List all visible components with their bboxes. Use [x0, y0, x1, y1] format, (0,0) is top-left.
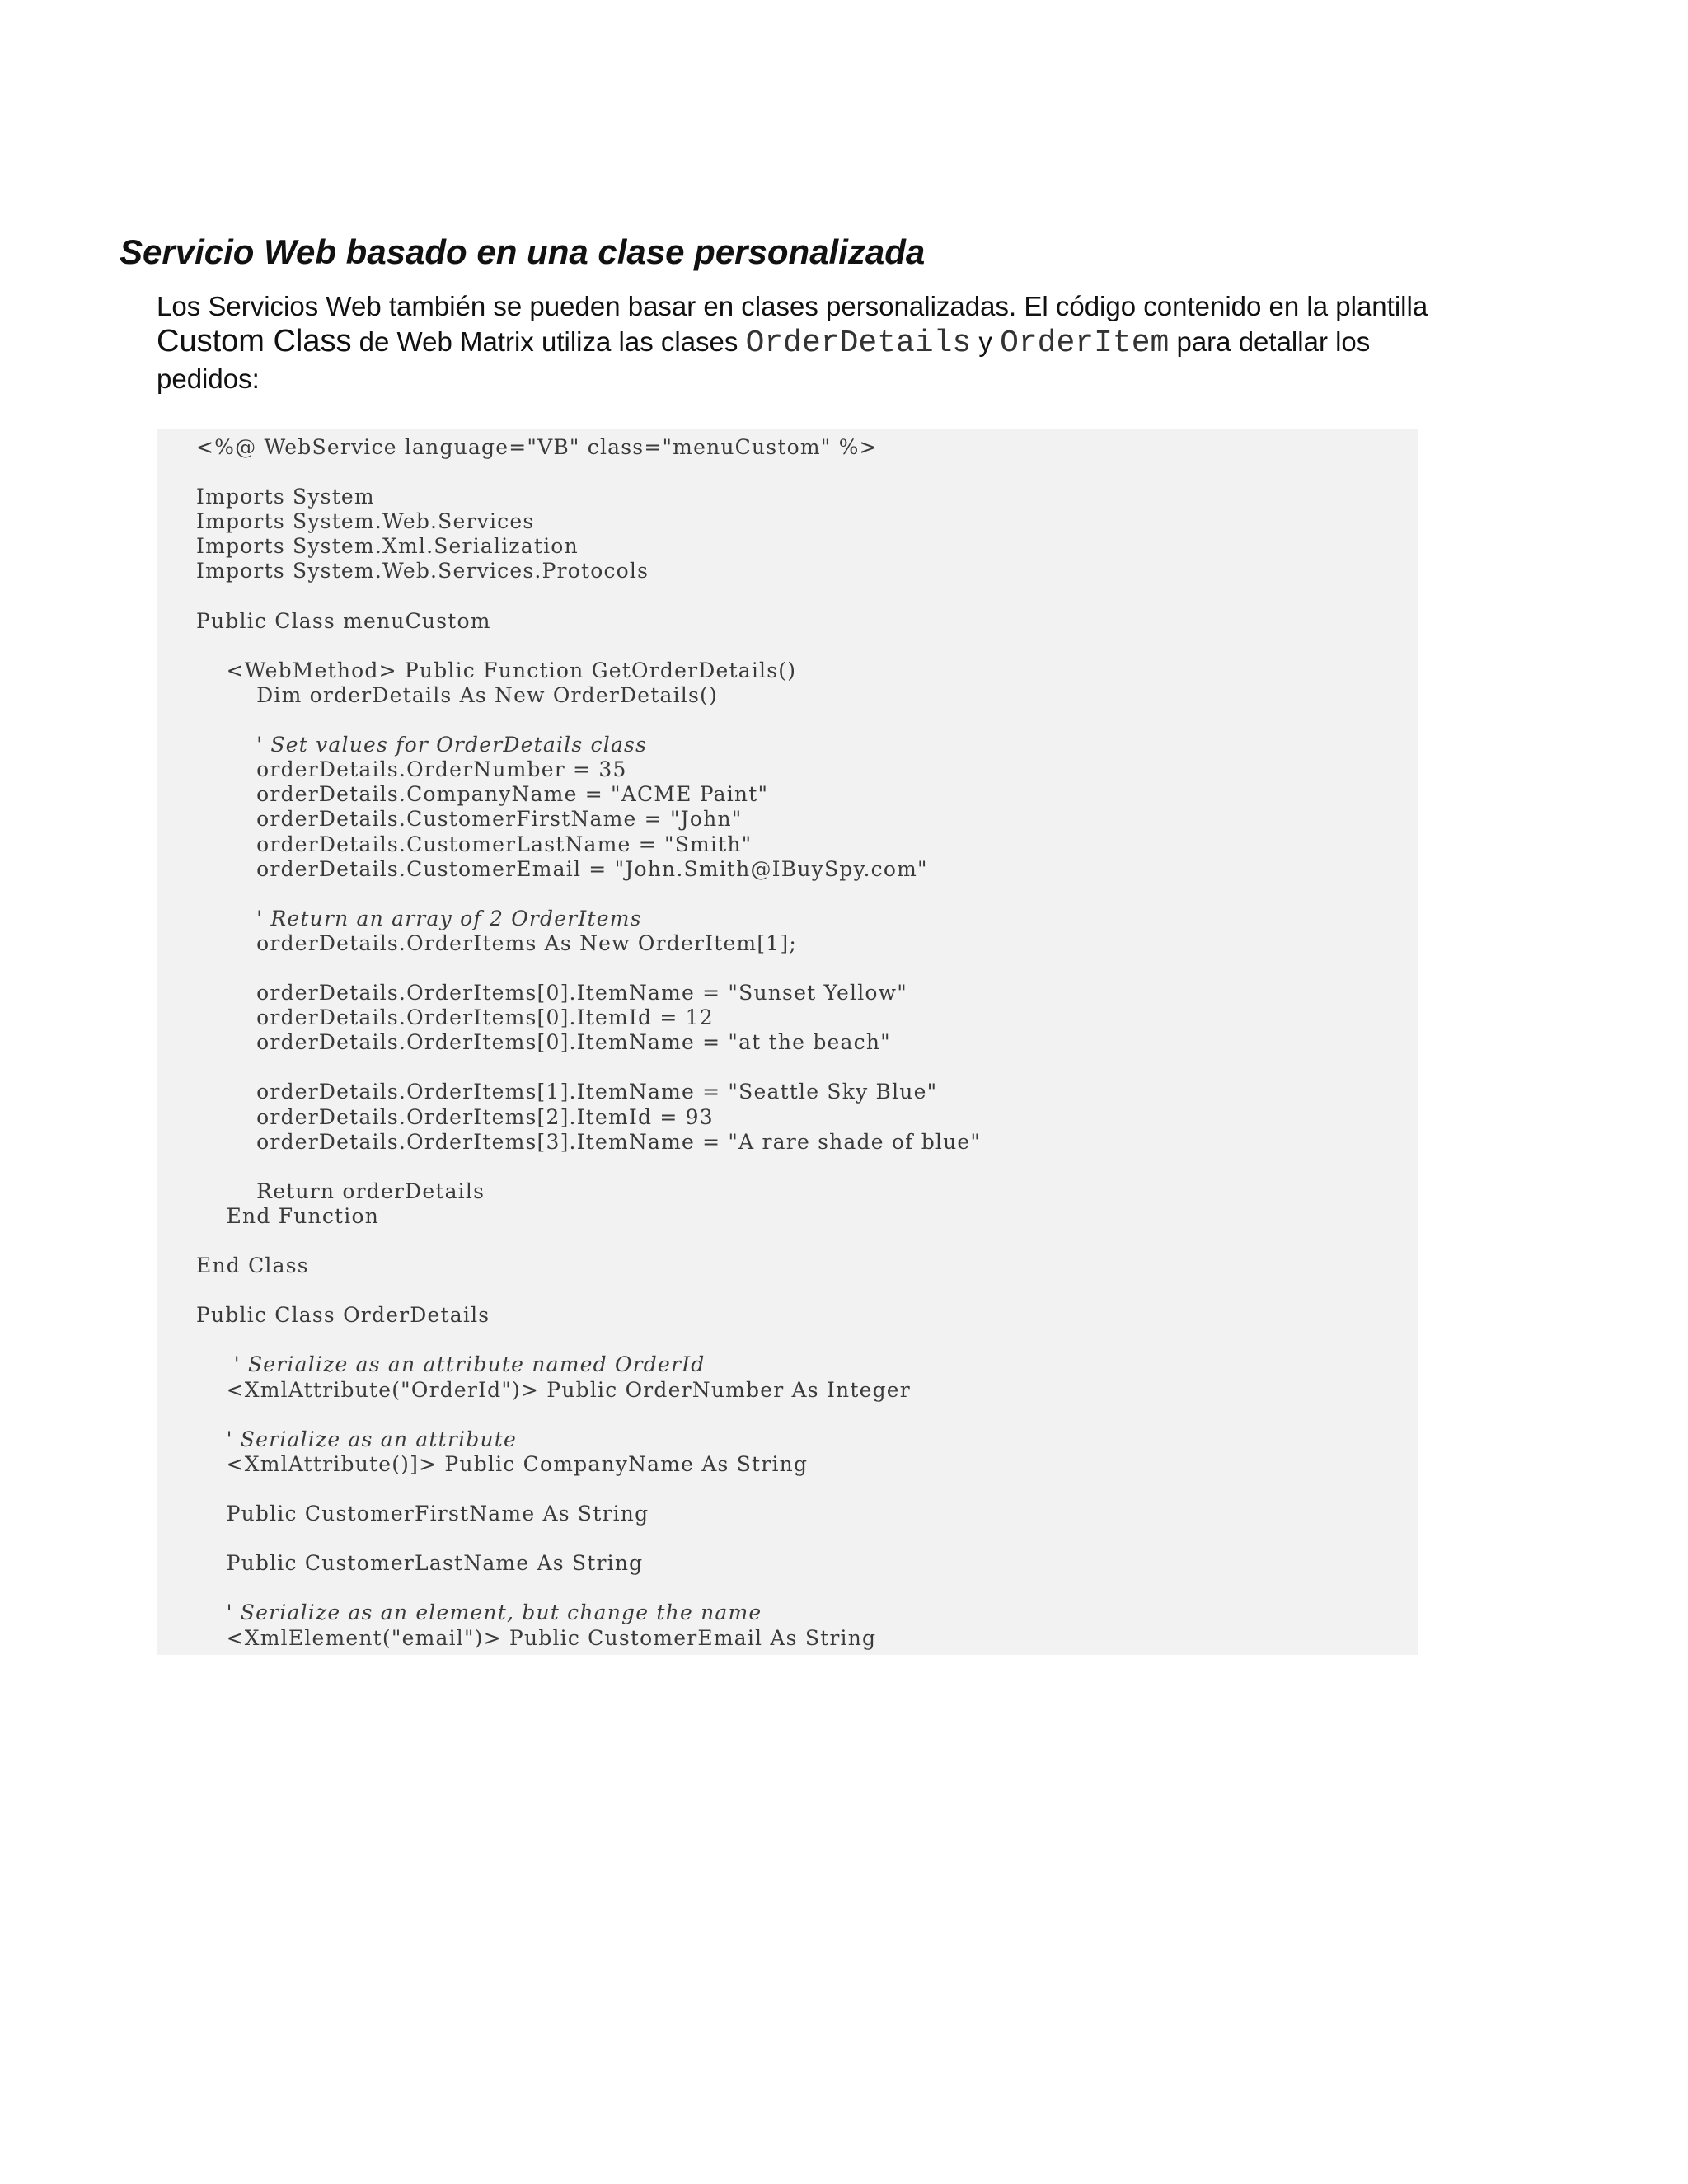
code-line: Dim orderDetails As New OrderDetails(): [196, 682, 718, 707]
code-line: End Class: [196, 1254, 309, 1278]
code-line: [196, 1328, 1418, 1352]
code-line: Imports System.Web.Services: [196, 509, 535, 534]
intro-text-2: de Web Matrix utiliza las clases: [351, 326, 746, 357]
code-line: <WebMethod> Public Function GetOrderDetails(): [196, 658, 797, 682]
code-line: Public Class menuCustom: [196, 608, 491, 633]
code-line: [196, 708, 1418, 733]
code-line: [196, 1278, 1418, 1303]
code-line: [196, 882, 1418, 907]
code-line: [196, 956, 1418, 981]
code-line: orderDetails.CompanyName = "ACME Paint": [196, 782, 769, 807]
code-line: Public CustomerFirstName As String: [196, 1502, 649, 1526]
code-line: [196, 1155, 1418, 1179]
code-line: Imports System.Xml.Serialization: [196, 534, 579, 559]
intro-conjunction: y: [971, 326, 1001, 357]
code-line: Public Class OrderDetails: [196, 1303, 490, 1328]
code-line: [196, 1576, 1418, 1601]
code-line: [196, 1229, 1418, 1254]
code-line: orderDetails.OrderItems[0].ItemId = 12: [196, 1005, 714, 1030]
intro-paragraph: [157, 288, 1475, 396]
code-line: [196, 584, 1418, 609]
order-item-class-name: OrderItem: [1000, 326, 1170, 361]
code-line: orderDetails.OrderItems[2].ItemId = 93: [196, 1104, 714, 1129]
order-details-class-name: OrderDetails: [745, 326, 972, 361]
code-line: orderDetails.OrderItems[3].ItemName = "A rare shade of blue": [196, 1129, 982, 1154]
code-line: Public CustomerLastName As String: [196, 1551, 644, 1576]
code-line: orderDetails.OrderItems[0].ItemName = "Sunset Yellow": [196, 981, 907, 1005]
code-line: <XmlAttribute("OrderId")> Public OrderNumber As Integer: [196, 1377, 911, 1402]
code-comment-line: ' Serialize as an attribute named OrderId: [196, 1352, 706, 1377]
section-title: Servicio Web basado en una clase personalizada: [120, 232, 926, 271]
code-line: <XmlAttribute()]> Public CompanyName As String: [196, 1451, 809, 1476]
code-comment-line: ' Set values for OrderDetails class: [196, 733, 648, 757]
code-line: orderDetails.OrderItems[0].ItemName = "at the beach": [196, 1030, 891, 1055]
code-line: orderDetails.OrderNumber = 35: [196, 757, 627, 782]
code-line: End Function: [196, 1203, 380, 1228]
code-line: [196, 1055, 1418, 1080]
code-line: [196, 1403, 1418, 1427]
intro-text-1: Los Servicios Web también se pueden basar en clases personalizadas. El código contenido en la plantilla: [157, 291, 1428, 321]
code-line: orderDetails.CustomerLastName = "Smith": [196, 832, 753, 856]
code-line: [196, 1526, 1418, 1551]
code-line: orderDetails.CustomerEmail = "John.Smith@IBuySpy.com": [196, 856, 928, 881]
code-line: [196, 1477, 1418, 1502]
code-line: Imports System.Web.Services.Protocols: [196, 559, 649, 583]
code-line: <%@ WebService language="VB" class="menuCustom" %>: [196, 435, 878, 459]
code-line: orderDetails.OrderItems[1].ItemName = "Seattle Sky Blue": [196, 1080, 938, 1104]
code-comment-line: ' Serialize as an attribute: [196, 1427, 518, 1451]
code-line: <XmlElement("email")> Public CustomerEmail As String: [196, 1625, 877, 1650]
code-line: Imports System: [196, 485, 375, 509]
code-comment-line: ' Return an array of 2 OrderItems: [196, 906, 642, 930]
code-line: Return orderDetails: [196, 1179, 485, 1203]
code-line: orderDetails.OrderItems As New OrderItem[1];: [196, 930, 797, 955]
code-listing: [157, 429, 1418, 1655]
code-line: [196, 634, 1418, 658]
code-line: orderDetails.CustomerFirstName = "John": [196, 807, 743, 832]
intro-text-3: para detallar los pedidos:: [157, 326, 1371, 394]
code-comment-line: ' Serialize as an element, but change the name: [196, 1601, 762, 1625]
custom-class-label: Custom Class: [157, 324, 352, 359]
code-line: [196, 460, 1418, 485]
